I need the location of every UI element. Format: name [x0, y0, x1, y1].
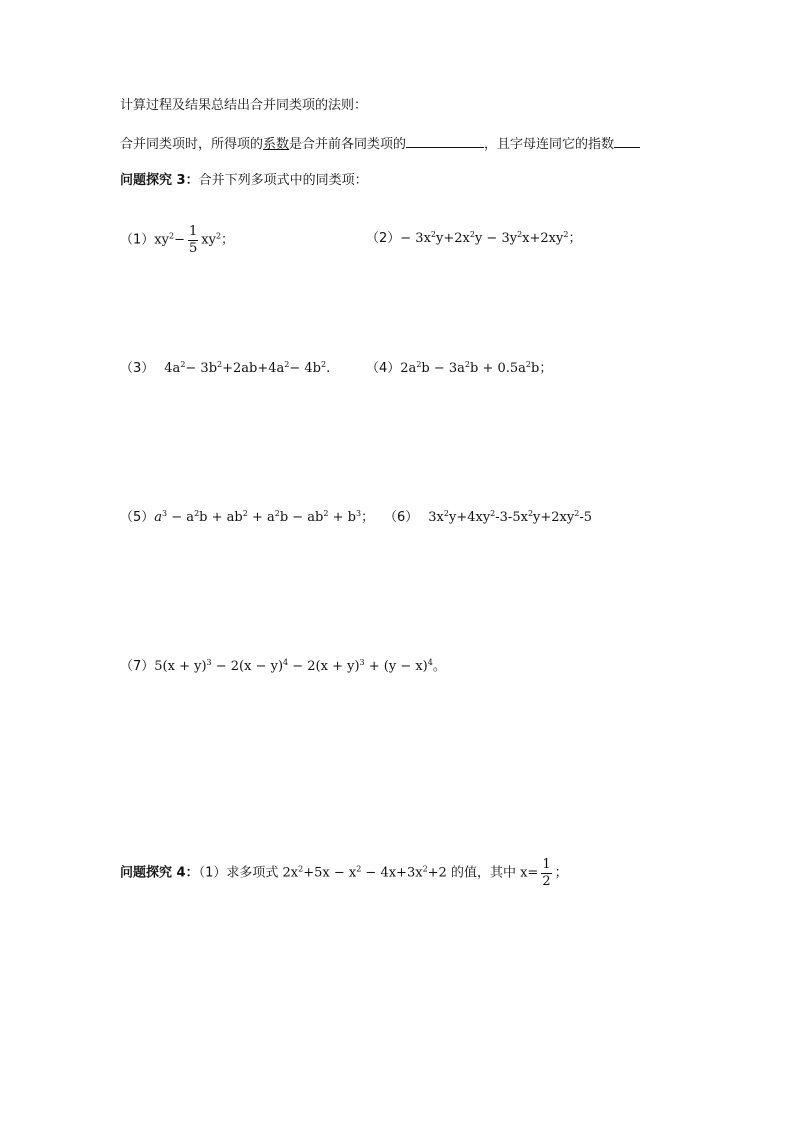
exercise-5: $(5)a^3 - a^2b + ab^2 + a^2b - ab^2 + b^3$；	[120, 509, 375, 525]
rule-statement-line	[120, 135, 640, 151]
problem-4-number: （1）	[198, 865, 227, 881]
exercise-2: $(2)- 3x^2y+2x^2y - 3y^2x+2xy^2$；	[366, 230, 582, 246]
exercise-1: $(1)xy^2-$ $\frac{1}{5}$ $xy^2$；	[120, 224, 235, 256]
exercise-2-number: （2）	[366, 231, 401, 246]
fraction-one-half: $\frac{1}{2}$	[542, 857, 551, 889]
problem-3-text: 合并下列多项式中的同类项：	[198, 173, 368, 188]
exercise-4-number: （4）	[366, 361, 401, 376]
exercise-4: $(4)2a^2b - 3a^2b + 0.5a^2b$；	[366, 360, 553, 376]
problem-4-label: 问题探究 4	[120, 865, 186, 881]
rule-text-c: ，且字母连同它的指数	[484, 137, 615, 152]
exercise-6: （6） $3x^2y+4xy^2-3-5x^2y+2xy^2-5$	[384, 509, 592, 525]
exercise-3: （3） $4a^2- 3b^2+2ab+4a^2- 4b^2$.	[120, 360, 331, 376]
coefficient-word: 系数	[263, 137, 290, 152]
exercise-6-number: （6）	[384, 510, 419, 525]
exercise-1-number: （1）	[120, 232, 155, 248]
rule-intro-text: 计算过程及结果总结出合并同类项的法则：	[120, 98, 368, 113]
exercise-7-number: （7）	[120, 659, 155, 674]
rule-text-a: 合并同类项时，所得项的	[120, 137, 264, 152]
answer-blank-2[interactable]	[614, 135, 640, 148]
rule-text-b: 是合并前各同类项的	[289, 137, 407, 152]
problem-3-colon: ：	[185, 173, 199, 188]
rule-intro-line	[120, 99, 367, 112]
exercise-7: $(7)5(x + y)^3 - 2(x - y)^4 - 2(x + y)^3 + (y - x)^4$。	[120, 658, 446, 674]
exercise-3-number: （3）	[120, 361, 155, 376]
exercise-5-number: （5）	[120, 510, 155, 525]
problem-4-line: 问题探究 4：（1）求多项式 $2x^2+5x - x^2 - 4x+3x^2+2$ 的值，其中 x= $\frac{1}{2}$ ；	[120, 857, 568, 889]
fraction-one-fifth: $\frac{1}{5}$	[188, 224, 198, 256]
problem-3-heading	[120, 174, 368, 187]
answer-blank-1[interactable]	[406, 135, 484, 148]
problem-3-label: 问题探究 3	[120, 173, 186, 188]
